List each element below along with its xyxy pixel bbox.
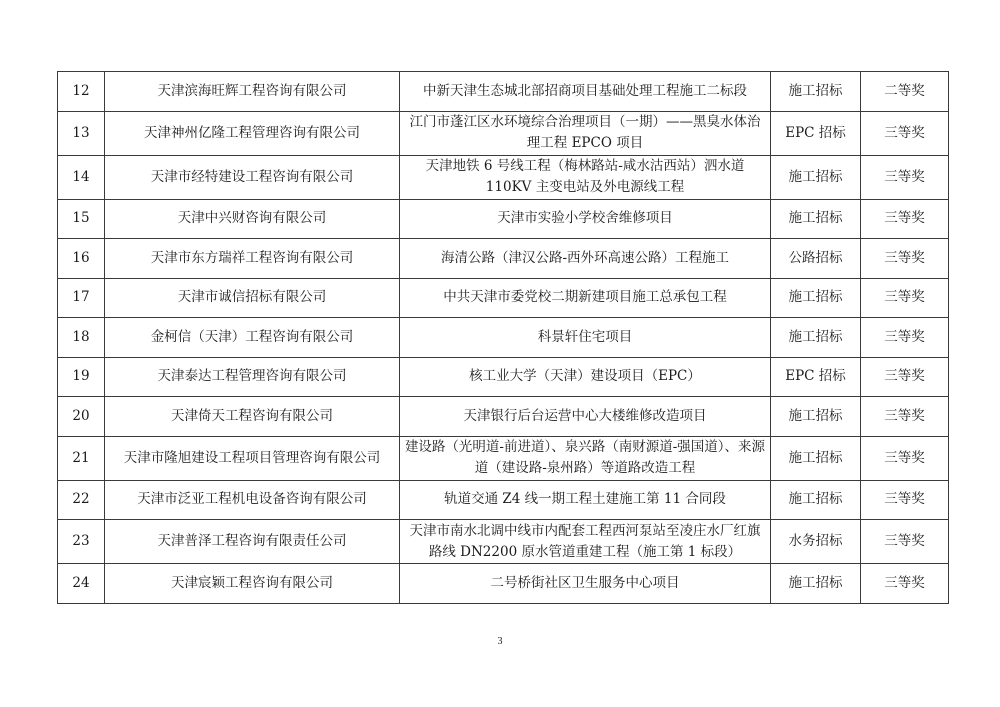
awards-table [57, 71, 949, 604]
row-number-cell: 14 [58, 155, 105, 199]
project-cell: 核工业大学（天津）建设项目（EPC） [400, 357, 771, 397]
row-number-cell: 18 [58, 318, 105, 358]
table-row [58, 111, 949, 155]
company-cell: 天津泰达工程管理咨询有限公司 [105, 357, 400, 397]
table-row [58, 397, 949, 437]
project-cell: 中新天津生态城北部招商项目基础处理工程施工二标段 [400, 72, 771, 112]
category-cell: 施工招标 [771, 318, 861, 358]
row-number-cell: 17 [58, 278, 105, 318]
row-number-cell: 23 [58, 520, 105, 564]
row-number-cell: 16 [58, 239, 105, 279]
company-cell: 金柯信（天津）工程咨询有限公司 [105, 318, 400, 358]
award-cell: 三等奖 [861, 199, 949, 239]
table-row [58, 72, 949, 112]
category-cell: 施工招标 [771, 564, 861, 604]
row-number-cell: 13 [58, 111, 105, 155]
row-number-cell: 19 [58, 357, 105, 397]
table-row [58, 199, 949, 239]
award-cell: 三等奖 [861, 480, 949, 520]
category-cell: EPC 招标 [771, 357, 861, 397]
company-cell: 天津市经特建设工程咨询有限公司 [105, 155, 400, 199]
award-cell: 三等奖 [861, 397, 949, 437]
company-cell: 天津普泽工程咨询有限责任公司 [105, 520, 400, 564]
category-cell: 施工招标 [771, 199, 861, 239]
award-cell: 三等奖 [861, 436, 949, 480]
category-cell: 施工招标 [771, 436, 861, 480]
company-cell: 天津滨海旺辉工程咨询有限公司 [105, 72, 400, 112]
award-cell: 三等奖 [861, 357, 949, 397]
award-cell: 三等奖 [861, 564, 949, 604]
row-number-cell: 15 [58, 199, 105, 239]
project-cell: 天津银行后台运营中心大楼维修改造项目 [400, 397, 771, 437]
company-cell: 天津市东方瑞祥工程咨询有限公司 [105, 239, 400, 279]
table-row [58, 357, 949, 397]
company-cell: 天津市诚信招标有限公司 [105, 278, 400, 318]
table-row [58, 520, 949, 564]
category-cell: 施工招标 [771, 397, 861, 437]
company-cell: 天津倚天工程咨询有限公司 [105, 397, 400, 437]
category-cell: 施工招标 [771, 72, 861, 112]
row-number-cell: 24 [58, 564, 105, 604]
project-cell: 科景轩住宅项目 [400, 318, 771, 358]
project-cell: 天津地铁 6 号线工程（梅林路站-咸水沽西站）泗水道 110KV 主变电站及外电源线工程 [400, 155, 771, 199]
project-cell: 天津市南水北调中线市内配套工程西河泵站至凌庄水厂红旗路线 DN2200 原水管道重建工程（施工第 1 标段） [400, 520, 771, 564]
table-row [58, 278, 949, 318]
row-number-cell: 20 [58, 397, 105, 437]
category-cell: 施工招标 [771, 480, 861, 520]
row-number-cell: 12 [58, 72, 105, 112]
award-cell: 三等奖 [861, 239, 949, 279]
row-number-cell: 21 [58, 436, 105, 480]
page-number: 3 [497, 636, 503, 647]
project-cell: 轨道交通 Z4 线一期工程土建施工第 11 合同段 [400, 480, 771, 520]
project-cell: 中共天津市委党校二期新建项目施工总承包工程 [400, 278, 771, 318]
table-row [58, 480, 949, 520]
project-cell: 海清公路（津汉公路-西外环高速公路）工程施工 [400, 239, 771, 279]
table-row [58, 318, 949, 358]
table-row [58, 155, 949, 199]
table-row [58, 436, 949, 480]
table-row [58, 239, 949, 279]
table-row [58, 564, 949, 604]
company-cell: 天津市隆旭建设工程项目管理咨询有限公司 [105, 436, 400, 480]
category-cell: 水务招标 [771, 520, 861, 564]
category-cell: 施工招标 [771, 278, 861, 318]
company-cell: 天津神州亿隆工程管理咨询有限公司 [105, 111, 400, 155]
category-cell: 公路招标 [771, 239, 861, 279]
category-cell: EPC 招标 [771, 111, 861, 155]
row-number-cell: 22 [58, 480, 105, 520]
award-cell: 三等奖 [861, 520, 949, 564]
award-cell: 二等奖 [861, 72, 949, 112]
company-cell: 天津中兴财咨询有限公司 [105, 199, 400, 239]
award-cell: 三等奖 [861, 278, 949, 318]
company-cell: 天津宸颖工程咨询有限公司 [105, 564, 400, 604]
company-cell: 天津市泛亚工程机电设备咨询有限公司 [105, 480, 400, 520]
project-cell: 天津市实验小学校舍维修项目 [400, 199, 771, 239]
project-cell: 二号桥街社区卫生服务中心项目 [400, 564, 771, 604]
award-cell: 三等奖 [861, 318, 949, 358]
award-cell: 三等奖 [861, 111, 949, 155]
award-cell: 三等奖 [861, 155, 949, 199]
project-cell: 江门市蓬江区水环境综合治理项目（一期）——黑臭水体治理工程 EPCO 项目 [400, 111, 771, 155]
category-cell: 施工招标 [771, 155, 861, 199]
project-cell: 建设路（光明道-前进道）、泉兴路（南财源道-强国道）、来源道（建设路-泉州路）等道路改造工程 [400, 436, 771, 480]
